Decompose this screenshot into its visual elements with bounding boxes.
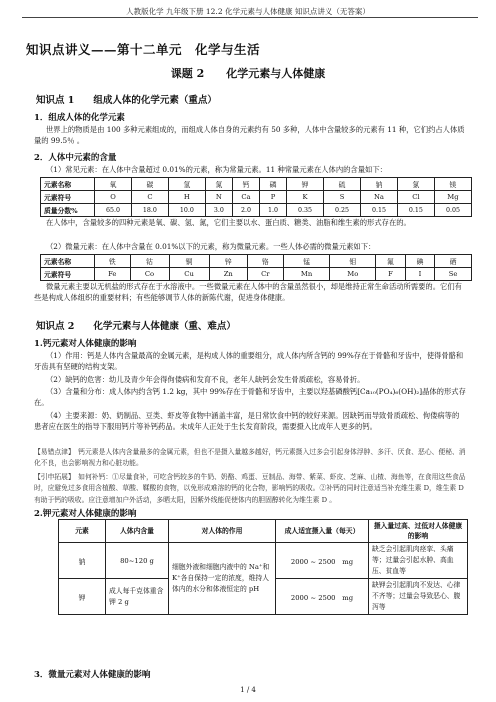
table-cell: 氮 [205,178,232,191]
table-cell: 10.0 [168,204,205,217]
table-cell: 成人每千克体重含钾 2 g [106,579,169,615]
table-cell: 铜 [169,255,209,268]
table-cell: 缺钾会引起肌肉不发达、心律不齐等；过量会导致恶心、腹泻等 [369,579,468,615]
page-number: 1 / 4 [240,686,256,694]
table-cell: 钼 [330,255,376,268]
table-cell: Ca [232,191,259,204]
table-cell: 氟 [376,255,406,268]
table-cell: N [205,191,232,204]
table-cell: F [376,268,406,281]
table-cell: Cu [169,268,209,281]
table-cell: 1.0 [260,204,287,217]
macro-elements-note: 在人体中，含量较多的四种元素是氧、碳、氢、氮，它们主要以水、蛋白质、糖类、油脂和维生素的形式存在的。 [46,218,411,227]
knowledge-point-1-heading: 知识点 1 组成人体的化学元素（重点） [36,95,217,106]
document-title: 知识点讲义——第十二单元 化学与生活 [26,42,261,57]
table-cell: Mg [434,191,471,204]
macro-elements-intro: （1）常见元素：在人体中含量超过 0.01%的元素，称为常量元素。11 种常量元素在人体内的含量如下： [46,165,387,174]
table-cell: Fe [95,268,131,281]
table-cell: Co [130,268,169,281]
knowledge-point-2-heading: 知识点 2 化学元素与人体健康（重、难点） [36,321,236,332]
table-header-cell: 元素符号 [41,268,95,281]
trace-elements-table [40,254,472,281]
table-cell: Se [435,268,472,281]
calcium-deficiency: （2）缺钙的危害：幼儿及青少年会得佝偻病和发育不良，老年人缺钙会发生骨质疏松，容易骨折。 [46,375,365,384]
table-row [41,191,472,204]
table-cell: 碳 [131,178,168,191]
table-cell: 0.15 [397,204,434,217]
table-cell: P [260,191,287,204]
table-cell: I [405,268,435,281]
extension-note: 【引申拓展】 如何补钙：①尽量食补，可吃含钙较多的牛奶、奶酪、鸡蛋、豆制品、海带、紫菜、虾皮、芝麻、山楂、海鱼等，在食用这些食品时，应避免过多食用含植酸、草酸、鞣酸的食物，以免形成难溶的钙的化合物，影响钙的吸收。②补钙的同时注意适当补充维生素 D，维生素 D 有助于钙的吸收。应注意增加户外活动，多晒太阳，因紫外线能促使体内的胆固醇转化为维生素 D 。 [34,473,466,504]
table-cell: 锰 [283,255,330,268]
lesson-title: 课题 2 化学元素与人体健康 [170,67,326,80]
table-header-cell: 摄入量过高、过低对人体健康的影响 [369,520,468,543]
table-cell: 0.15 [361,204,398,217]
table-cell: Na [361,191,398,204]
table-cell: 氧 [95,178,132,191]
table-cell: 钠 [59,543,106,579]
potassium-heading: 2.钾元素对人体健康的影响 [34,509,137,519]
table-cell: 钠 [361,178,398,191]
table-row [41,178,472,191]
table-cell: 0.05 [434,204,471,217]
table-header-cell: 质量分数% [41,204,95,217]
calcium-distribution: （3）含量和分布：成人体内约含钙 1.2 kg，其中 99%存在于骨骼和牙齿中，主要以羟基磷酸钙[Ca₁₀(PO₄)₆(OH)₂]晶体的形式存在。 [34,387,466,408]
table-cell: 硒 [435,255,472,268]
table-cell: 钙 [232,178,259,191]
table-cell: 钾 [287,178,324,191]
error-prone-note: 【易错点津】 钙元素是人体内含量最多的金属元素，但也不是摄入量越多越好，钙元素摄入过多会引起身体浮肿、多汗、厌食、恶心、便秘、消化不良，也会影响视力和心脏功能。 [34,448,466,468]
header-divider [22,17,478,18]
table-cell: 2000 ~ 2500 mg [276,579,369,615]
table-cell: 钾 [59,579,106,615]
table-row [59,520,468,543]
calcium-heading: 1.钙元素对人体健康的影响 [34,339,137,349]
table-cell: 缺乏会引起肌肉痉挛、头痛等；过量会引起水肿、高血压、贫血等 [369,543,468,579]
table-header-cell: 对人体的作用 [169,520,276,543]
table-cell: 2.0 [232,204,259,217]
table-row [59,543,468,579]
table-cell: 2000 ~ 2500 mg [276,543,369,579]
table-cell: 磷 [260,178,287,191]
table-header-cell: 人体内含量 [106,520,169,543]
table-cell: 氯 [397,178,434,191]
table-cell: 0.25 [324,204,361,217]
table-cell: 氢 [168,178,205,191]
table-header-cell: 成人适宜摄入量（每天） [276,520,369,543]
table-cell: 65.0 [95,204,132,217]
calcium-function: （1）作用：钙是人体内含量最高的金属元素，是构成人体的重要组分，成人体内所含钙的 99%存在于骨骼和牙齿中，使得骨骼和牙齿具有坚硬的结构支架。 [34,351,464,372]
table-row [41,255,472,268]
table-cell: 铁 [95,255,131,268]
shared-role-cell: 细胞外液和细胞内液中的 Na⁺和 K⁺各自保持一定的浓度，维持人体内的水分和体液恒定的 pH [169,543,276,615]
table-cell: O [95,191,132,204]
table-cell: 0.35 [287,204,324,217]
table-cell: C [131,191,168,204]
table-cell: Mn [283,268,330,281]
section-1-paragraph: 世界上的物质是由 100 多种元素组成的，而组成人体自身的元素约有 50 多种，人体中含量较多的元素有 11 种，它们约占人体质量的 99.5％ 。 [34,125,465,146]
table-cell: S [324,191,361,204]
table-cell: 80~120 g [106,543,169,579]
table-header-cell: 元素名称 [41,178,95,191]
table-cell: 18.0 [131,204,168,217]
calcium-sources: （4）主要来源：奶、奶制品、豆类、虾皮等食物中涵盖丰富，是日常饮食中钙的较好来源。因缺钙而导致骨质疏松、佝偻病等的患者应在医生的指导下服用钙片等补钙药品。未成年人正处于生长发育阶段，需要摄入比成年人更多的钙。 [34,411,460,432]
page-header: 人教版化学 九年级下册 12.2 化学元素与人体健康 知识点讲义（无答案） [126,7,370,16]
sodium-potassium-table [58,519,468,615]
table-cell: Mo [330,268,376,281]
table-header-cell: 元素 [59,520,106,543]
table-cell: 锌 [209,255,247,268]
trace-elements-health-heading: 3．微量元素对人体健康的影响 [34,670,151,680]
macro-elements-table [40,177,472,217]
table-row [41,268,472,281]
table-cell: 3.0 [205,204,232,217]
table-row [41,204,472,217]
section-1-heading: 1．组成人体的化学元素 [34,113,125,123]
trace-elements-note: 微量元素主要以无机盐的形式存在于水溶液中。一些微量元素在人体中的含量虽然很小，却是维持正常生命活动所需要的。它们有些是构成人体组织的重要材料；有些能够调节人体的新陈代谢，促进身体健康。 [34,282,462,303]
table-header-cell: 元素符号 [41,191,95,204]
table-cell: 铬 [247,255,283,268]
section-2-heading: 2．人体中元素的含量 [34,153,117,163]
table-cell: 钴 [130,255,169,268]
table-cell: 镁 [434,178,471,191]
table-cell: 硫 [324,178,361,191]
table-cell: H [168,191,205,204]
table-cell: Cl [397,191,434,204]
table-header-cell: 元素名称 [41,255,95,268]
table-cell: Cr [247,268,283,281]
table-cell: Zn [209,268,247,281]
table-cell: K [287,191,324,204]
table-cell: 碘 [405,255,435,268]
trace-elements-intro: （2）微量元素：在人体中含量在 0.01%以下的元素，称为微量元素。一些人体必需的微量元素如下： [46,242,376,251]
